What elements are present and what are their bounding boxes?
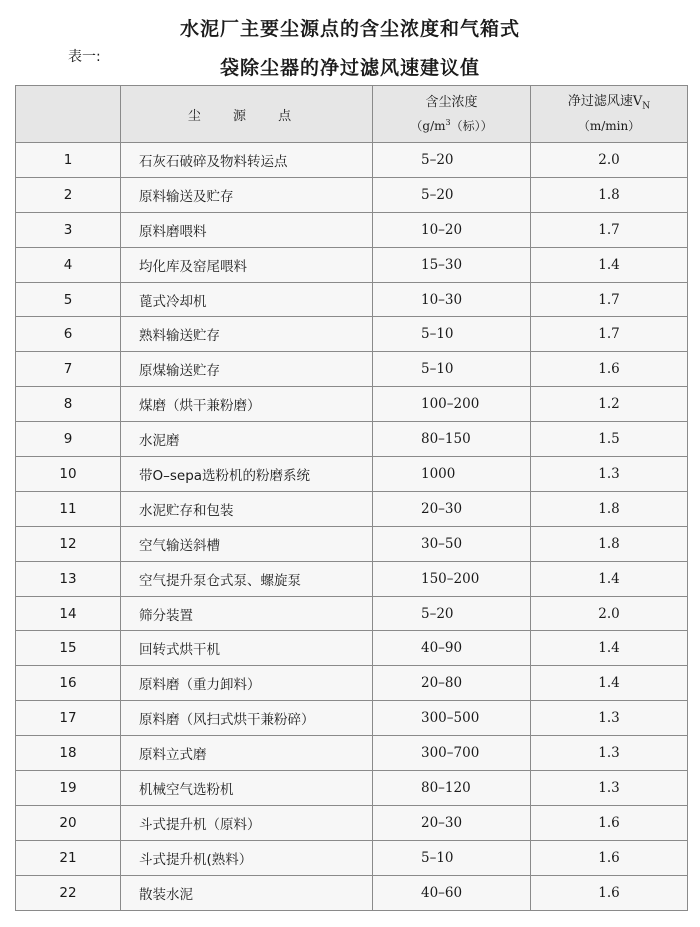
table-label: 表一: [68, 49, 101, 65]
cell-concentration: 100–200 [373, 387, 531, 422]
cell-filter-velocity: 1.3 [531, 457, 688, 492]
header-number [16, 86, 121, 143]
table-row [16, 631, 688, 666]
document-title-line-2: 袋除尘器的净过滤风速建议值 [219, 57, 480, 79]
table-row [16, 805, 688, 840]
cell-number: 8 [16, 387, 121, 422]
cell-concentration: 300–500 [373, 701, 531, 736]
table-row [16, 422, 688, 457]
cell-filter-velocity: 1.7 [531, 212, 688, 247]
table-row [16, 177, 688, 212]
header-concentration-label: 含尘浓度 [425, 94, 478, 110]
table-header [16, 86, 688, 143]
header-filter-velocity [531, 86, 688, 143]
table-row [16, 457, 688, 492]
cell-concentration: 5–10 [373, 840, 531, 875]
cell-filter-velocity: 1.6 [531, 840, 688, 875]
cell-concentration: 5–20 [373, 596, 531, 631]
cell-concentration: 5–10 [373, 317, 531, 352]
cell-concentration: 20–30 [373, 805, 531, 840]
cell-concentration: 10–20 [373, 212, 531, 247]
table-row [16, 875, 688, 910]
cell-dust-source: 水泥贮存和包装 [121, 491, 373, 526]
table-row [16, 387, 688, 422]
cell-dust-source: 空气输送斜槽 [121, 526, 373, 561]
cell-number: 9 [16, 422, 121, 457]
cell-dust-source: 均化库及窑尾喂料 [121, 247, 373, 282]
table-row [16, 771, 688, 806]
cell-number: 14 [16, 596, 121, 631]
cell-number: 17 [16, 701, 121, 736]
cell-filter-velocity: 1.4 [531, 631, 688, 666]
cell-concentration: 80–120 [373, 771, 531, 806]
cell-concentration: 10–30 [373, 282, 531, 317]
table-row [16, 736, 688, 771]
cell-filter-velocity: 1.6 [531, 875, 688, 910]
table-row [16, 526, 688, 561]
header-velocity-label [531, 92, 687, 117]
table-row [16, 701, 688, 736]
cell-concentration: 5–10 [373, 352, 531, 387]
cell-number: 1 [16, 143, 121, 178]
cell-number: 20 [16, 805, 121, 840]
cell-dust-source: 原料立式磨 [121, 736, 373, 771]
cell-filter-velocity: 2.0 [531, 143, 688, 178]
cell-concentration: 5–20 [373, 143, 531, 178]
cell-filter-velocity: 2.0 [531, 596, 688, 631]
cell-number: 19 [16, 771, 121, 806]
cell-dust-source: 水泥磨 [121, 422, 373, 457]
cell-dust-source: 煤磨（烘干兼粉磨） [121, 387, 373, 422]
cell-concentration: 300–700 [373, 736, 531, 771]
cell-dust-source: 原料输送及贮存 [121, 177, 373, 212]
table-body [16, 143, 688, 911]
cell-number: 7 [16, 352, 121, 387]
cell-filter-velocity: 1.7 [531, 282, 688, 317]
cell-filter-velocity: 1.8 [531, 526, 688, 561]
cell-filter-velocity: 1.2 [531, 387, 688, 422]
cell-number: 13 [16, 561, 121, 596]
table-row [16, 666, 688, 701]
cell-dust-source: 机械空气选粉机 [121, 771, 373, 806]
cell-dust-source: 带O–sepa选粉机的粉磨系统 [121, 457, 373, 492]
cell-filter-velocity: 1.6 [531, 352, 688, 387]
cell-filter-velocity: 1.3 [531, 701, 688, 736]
cell-dust-source: 空气提升泵仓式泵、螺旋泵 [121, 561, 373, 596]
cell-concentration: 1000 [373, 457, 531, 492]
table-row [16, 840, 688, 875]
cell-dust-source: 原煤输送贮存 [121, 352, 373, 387]
velocity-label-subscript: N [642, 101, 651, 112]
unit-superscript: 3 [445, 117, 451, 127]
cell-concentration: 80–150 [373, 422, 531, 457]
cell-number: 16 [16, 666, 121, 701]
cell-dust-source: 斗式提升机(熟料） [121, 840, 373, 875]
table-row [16, 596, 688, 631]
cell-number: 3 [16, 212, 121, 247]
table-row [16, 143, 688, 178]
cell-filter-velocity: 1.8 [531, 491, 688, 526]
cell-number: 2 [16, 177, 121, 212]
cell-number: 6 [16, 317, 121, 352]
cell-dust-source: 散装水泥 [121, 875, 373, 910]
cell-concentration: 30–50 [373, 526, 531, 561]
cell-concentration: 15–30 [373, 247, 531, 282]
cell-filter-velocity: 1.4 [531, 247, 688, 282]
cell-dust-source: 斗式提升机（原料） [121, 805, 373, 840]
cell-concentration: 20–80 [373, 666, 531, 701]
cell-filter-velocity: 1.4 [531, 666, 688, 701]
cell-concentration: 40–60 [373, 875, 531, 910]
cell-dust-source: 筛分装置 [121, 596, 373, 631]
table-row [16, 282, 688, 317]
cell-filter-velocity: 1.3 [531, 736, 688, 771]
cell-number: 5 [16, 282, 121, 317]
cell-number: 15 [16, 631, 121, 666]
cell-filter-velocity: 1.5 [531, 422, 688, 457]
cell-number: 22 [16, 875, 121, 910]
cell-filter-velocity: 1.7 [531, 317, 688, 352]
cell-filter-velocity: 1.4 [531, 561, 688, 596]
cell-concentration: 20–30 [373, 491, 531, 526]
cell-dust-source: 熟料输送贮存 [121, 317, 373, 352]
dust-source-table [15, 85, 688, 911]
header-dust-source: 尘 源 点 [121, 86, 373, 143]
cell-filter-velocity: 1.3 [531, 771, 688, 806]
table-row [16, 212, 688, 247]
cell-dust-source: 原料磨喂料 [121, 212, 373, 247]
cell-number: 18 [16, 736, 121, 771]
cell-dust-source: 蓖式冷却机 [121, 282, 373, 317]
header-concentration [373, 86, 531, 143]
cell-filter-velocity: 1.8 [531, 177, 688, 212]
document-title-line-1: 水泥厂主要尘源点的含尘浓度和气箱式 [179, 18, 520, 40]
cell-dust-source: 石灰石破碎及物料转运点 [121, 143, 373, 178]
unit-prefix: （g/m [410, 118, 446, 133]
cell-concentration: 150–200 [373, 561, 531, 596]
cell-dust-source: 回转式烘干机 [121, 631, 373, 666]
unit-suffix: （标）） [450, 118, 493, 133]
cell-concentration: 40–90 [373, 631, 531, 666]
velocity-label-text: 净过滤风速V [567, 93, 643, 109]
cell-number: 12 [16, 526, 121, 561]
header-velocity-unit: （m/min） [577, 119, 641, 134]
cell-dust-source: 原料磨（重力卸料） [121, 666, 373, 701]
cell-number: 10 [16, 457, 121, 492]
cell-number: 21 [16, 840, 121, 875]
table-row [16, 352, 688, 387]
cell-filter-velocity: 1.6 [531, 805, 688, 840]
table-row [16, 491, 688, 526]
cell-number: 4 [16, 247, 121, 282]
header-row [16, 86, 688, 143]
cell-concentration: 5–20 [373, 177, 531, 212]
table-row [16, 317, 688, 352]
table-row [16, 247, 688, 282]
cell-dust-source: 原料磨（风扫式烘干兼粉碎） [121, 701, 373, 736]
table-row [16, 561, 688, 596]
header-concentration-unit [373, 113, 530, 136]
cell-number: 11 [16, 491, 121, 526]
